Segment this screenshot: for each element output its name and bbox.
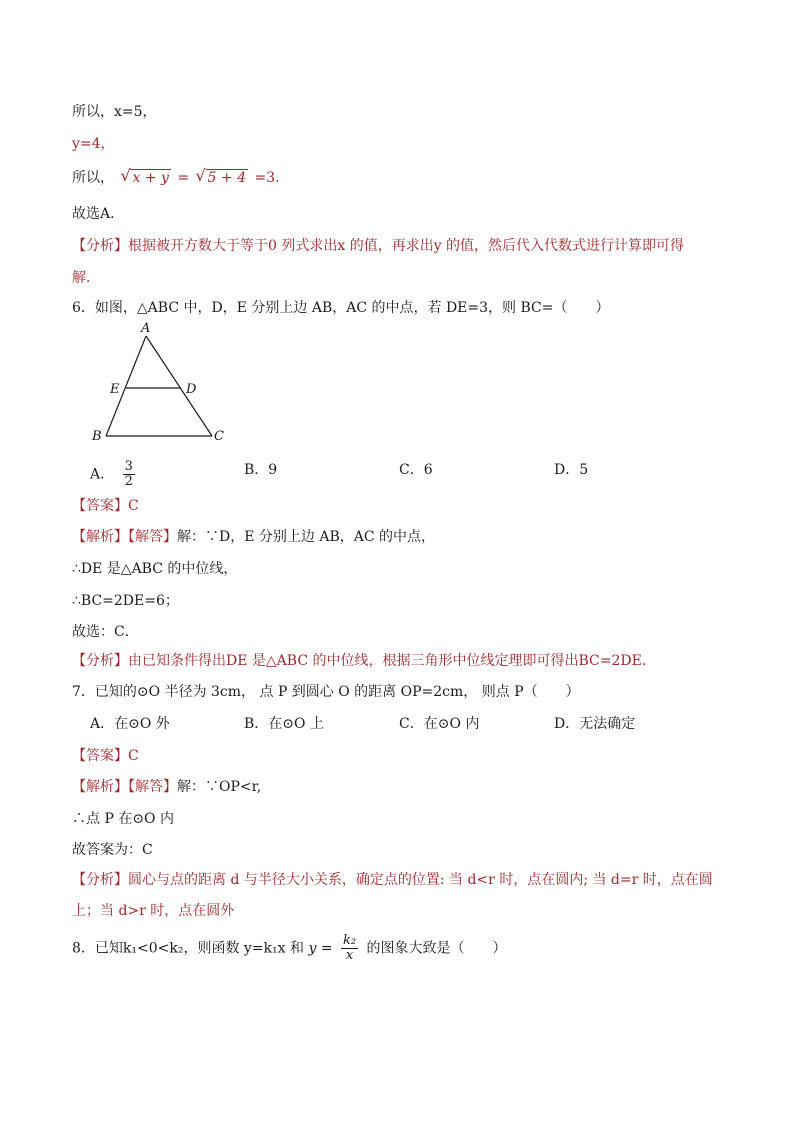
option-d (554, 714, 635, 734)
sqrt-body: 5 + 4 (207, 170, 246, 186)
text-span: 8．已知k₁<0<k₂，则函数 y=k₁x 和 (72, 940, 304, 957)
sqrt-expression: √ x + y (120, 166, 169, 186)
analysis-tag: 【分析】 (72, 238, 128, 254)
label-d: D (186, 382, 197, 397)
answer-tag: 【答案】 (72, 748, 128, 764)
text-span: 6．如图，△ABC 中，D，E 分别上边 AB，AC 的中点，若 DE=3，则 BC=（ ） (72, 300, 610, 316)
question-7-stem (72, 682, 580, 702)
answer-value: C (128, 498, 139, 514)
analysis-tag: 【分析】 (72, 653, 128, 669)
label-e: E (110, 382, 120, 397)
text-span: 故选：C． (72, 624, 139, 640)
fraction (341, 934, 358, 963)
fraction (123, 460, 135, 489)
text-line (72, 168, 289, 188)
answer-line (72, 746, 139, 766)
text-line (72, 102, 157, 122)
text-span: ∴DE 是△ABC 的中位线， (72, 561, 238, 577)
text-span: 上；当 d>r 时，点在圆外 (72, 903, 235, 919)
answer-value: C (128, 748, 139, 764)
solution-tag: 【解析】【解答】 (72, 779, 177, 795)
fraction-denominator: x (345, 948, 354, 963)
text-span: A．在⊙O 外 (90, 716, 170, 732)
text-span: 所以， (72, 170, 114, 186)
solution-text: 解：∵D，E 分别上边 AB，AC 的中点， (177, 529, 436, 545)
answer-tag: 【答案】 (72, 498, 128, 514)
question-8-stem (72, 934, 507, 963)
text-span: D．无法确定 (554, 716, 636, 732)
analysis-text: 由已知条件得出DE 是△ABC 的中位线，根据三角形中位线定理即可得出BC=2DE． (128, 653, 656, 669)
option-label: A． (90, 466, 115, 483)
text-span: 的图象大致是（ ） (366, 940, 507, 957)
analysis-tag: 【分析】 (72, 872, 128, 888)
text-line (72, 268, 100, 288)
text-line (72, 840, 153, 860)
question-6-stem (72, 298, 609, 318)
math-y-eq: y = (308, 940, 333, 957)
side-ac (146, 336, 212, 436)
sqrt-expression: √ 5 + 4 (195, 166, 246, 186)
text-line (72, 591, 179, 611)
solution-text: 解：∵OP<r, (177, 779, 262, 795)
label-a: A (141, 321, 151, 336)
solution-tag: 【解析】【解答】 (72, 529, 177, 545)
analysis-text: 圆心与点的距离 d 与半径大小关系，确定点的位置: 当 d<r 时，点在圆内; 当 d=r 时，点在圆 (128, 872, 713, 888)
text-line (72, 622, 139, 642)
analysis-line (72, 651, 656, 671)
text-line (72, 559, 237, 579)
text-span: 7．已知的⊙O 半径为 3cm， 点 P 到圆心 O 的距离 OP=2cm， 则点 P（ ） (72, 684, 580, 700)
text-span: C．在⊙O 内 (399, 716, 480, 732)
triangle-figure (88, 318, 238, 446)
option-c (399, 714, 479, 734)
option-a (90, 460, 139, 489)
label-b: B (92, 429, 102, 444)
fraction-numerator: k₂ (343, 933, 357, 948)
option-a (90, 714, 170, 734)
solution-line (72, 527, 435, 547)
label-c: C (214, 429, 224, 444)
text-span: D．5 (554, 462, 589, 478)
text-line (72, 134, 115, 154)
text-span: 故选A． (72, 206, 125, 222)
text-span: B．在⊙O 上 (244, 716, 324, 732)
text-span: 解． (72, 270, 100, 286)
fraction-denominator: 2 (124, 474, 133, 489)
text-span: 故答案为：C (72, 842, 153, 858)
option-b (244, 714, 324, 734)
sqrt-body: x + y (132, 170, 169, 186)
option-c (399, 460, 433, 480)
analysis-line (72, 236, 684, 256)
text-span: ∴BC=2DE=6； (72, 593, 179, 609)
text-span: ∴点 P 在⊙O 内 (72, 811, 174, 827)
text-span: y=4， (72, 136, 115, 152)
analysis-line (72, 870, 713, 890)
text-line (72, 204, 124, 224)
equals-sign: = (177, 170, 190, 186)
text-span: 所以，x=5， (72, 104, 157, 120)
solution-line (72, 777, 261, 797)
answer-line (72, 496, 139, 516)
text-span: C．6 (399, 462, 433, 478)
text-span: =3． (254, 170, 290, 186)
text-line (72, 901, 234, 921)
text-span: B．9 (244, 462, 278, 478)
option-b (244, 460, 277, 480)
option-d (554, 460, 588, 480)
fraction-numerator: 3 (124, 459, 133, 474)
analysis-text: 根据被开方数大于等于0 列式求出x 的值，再求出y 的值，然后代入代数式进行计算即可得 (128, 238, 685, 254)
text-line (72, 809, 174, 829)
